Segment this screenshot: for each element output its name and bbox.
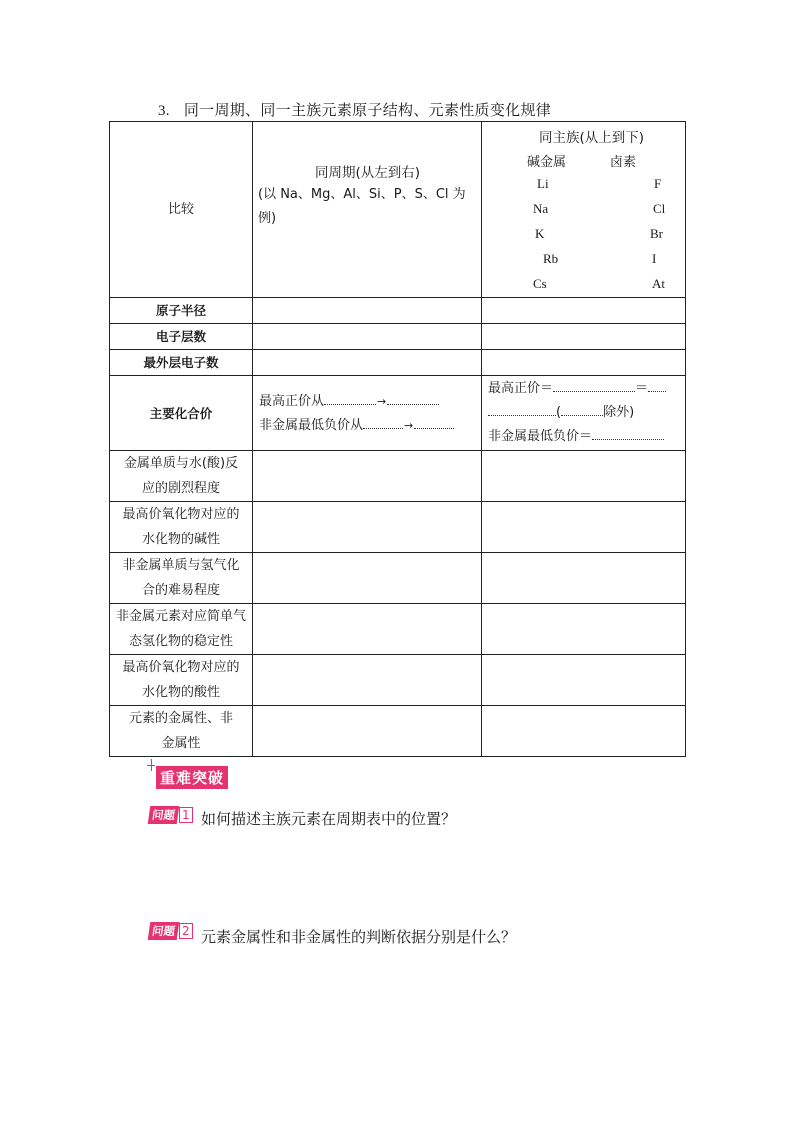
valence-period-line1: 最高正价从 [259,394,325,409]
group-title: 同主族(从上到下) [539,130,645,146]
halogen-element: I [652,251,657,266]
badge-accent-line [147,765,155,766]
answer-cell[interactable] [482,502,686,553]
blank-field[interactable] [387,392,439,405]
heading-number: 3. [158,103,170,119]
valence-group-cell: 最高正价＝ ＝ ( 除外) 非金属最低负价＝ [482,376,686,451]
question-tag-1 [149,805,193,825]
alkali-element: Rb [543,251,559,266]
table-row [110,706,686,757]
row-label: 非金属单质与氢气化合的难易程度 [110,553,253,604]
answer-cell[interactable] [482,706,686,757]
row-label: 主要化合价 [110,376,253,451]
blank-field[interactable] [561,403,603,416]
heading-text: 同一周期、同一主族元素原子结构、元素性质变化规律 [183,101,552,119]
blank-field[interactable] [363,416,403,429]
halogen-label: 卤素 [610,155,637,170]
halogen-element: Cl [653,201,666,216]
question-tag-2 [149,921,193,941]
question-tag-label: 问题 [148,922,180,940]
blank-field[interactable] [648,379,666,392]
table-row [110,451,686,502]
comparison-table [109,121,686,757]
answer-cell[interactable] [482,604,686,655]
answer-cell[interactable] [482,451,686,502]
answer-cell[interactable] [253,706,482,757]
halogen-element: At [652,276,665,291]
question-tag-label: 问题 [148,806,180,824]
answer-cell[interactable] [253,324,482,350]
equals-sign: ＝ [635,381,649,396]
row-label: 最高价氧化物对应的水化物的酸性 [110,655,253,706]
valence-period-line2: 非金属最低负价从 [259,418,364,433]
table-row [110,502,686,553]
period-example: (以 Na、Mg、Al、Si、P、S、Cl 为例) [258,186,466,226]
blank-field[interactable] [553,379,635,392]
header-compare: 比较 [110,122,253,298]
row-label: 电子层数 [110,324,253,350]
answer-cell[interactable] [253,350,482,376]
arrow-right-icon: → [404,419,414,432]
answer-cell[interactable] [253,553,482,604]
answer-cell[interactable] [253,298,482,324]
answer-cell[interactable] [253,502,482,553]
row-label: 金属单质与水(酸)反应的剧烈程度 [110,451,253,502]
question-text-1: 如何描述主族元素在周期表中的位置？ [201,810,457,828]
question-number: 1 [179,807,193,823]
answer-cell[interactable] [253,604,482,655]
section-heading [158,99,551,120]
valence-group-except: 除外) [603,405,635,420]
answer-cell[interactable] [482,298,686,324]
row-label: 非金属元素对应简单气态氢化物的稳定性 [110,604,253,655]
alkali-label: 碱金属 [527,155,567,170]
alkali-element: Na [533,201,549,216]
question-text-2: 元素金属性和非金属性的判断依据分别是什么？ [201,928,517,946]
answer-cell[interactable] [482,350,686,376]
table-row [110,604,686,655]
answer-cell[interactable] [253,655,482,706]
valence-group-line1: 最高正价＝ [488,381,554,396]
blank-field[interactable] [592,427,664,440]
question-number: 2 [179,923,193,939]
answer-cell[interactable] [482,553,686,604]
table-header-row [110,122,686,298]
blank-field[interactable] [414,416,454,429]
valence-period-cell [253,376,482,451]
row-label: 最外层电子数 [110,350,253,376]
header-period [253,122,482,298]
table-row [110,298,686,324]
table-row [110,655,686,706]
table-row [110,324,686,350]
alkali-element: K [535,226,545,241]
arrow-right-icon: → [377,395,387,408]
blank-field[interactable] [488,403,556,416]
row-label: 元素的金属性、非金属性 [110,706,253,757]
answer-cell[interactable] [482,324,686,350]
halogen-element: F [654,176,662,191]
halogen-element: Br [650,226,663,241]
table-row [110,350,686,376]
blank-field[interactable] [324,392,376,405]
header-group [482,122,686,298]
alkali-element: Cs [533,276,547,291]
period-title: 同周期(从左到右) [314,164,421,181]
table-row [110,553,686,604]
alkali-element: Li [537,176,549,191]
row-label: 原子半径 [110,298,253,324]
section-badge: 重难突破 [156,766,228,789]
table-row [110,376,686,451]
answer-cell[interactable] [253,451,482,502]
answer-cell[interactable] [482,655,686,706]
row-label: 最高价氧化物对应的水化物的碱性 [110,502,253,553]
valence-group-line3: 非金属最低负价＝ [488,429,593,444]
